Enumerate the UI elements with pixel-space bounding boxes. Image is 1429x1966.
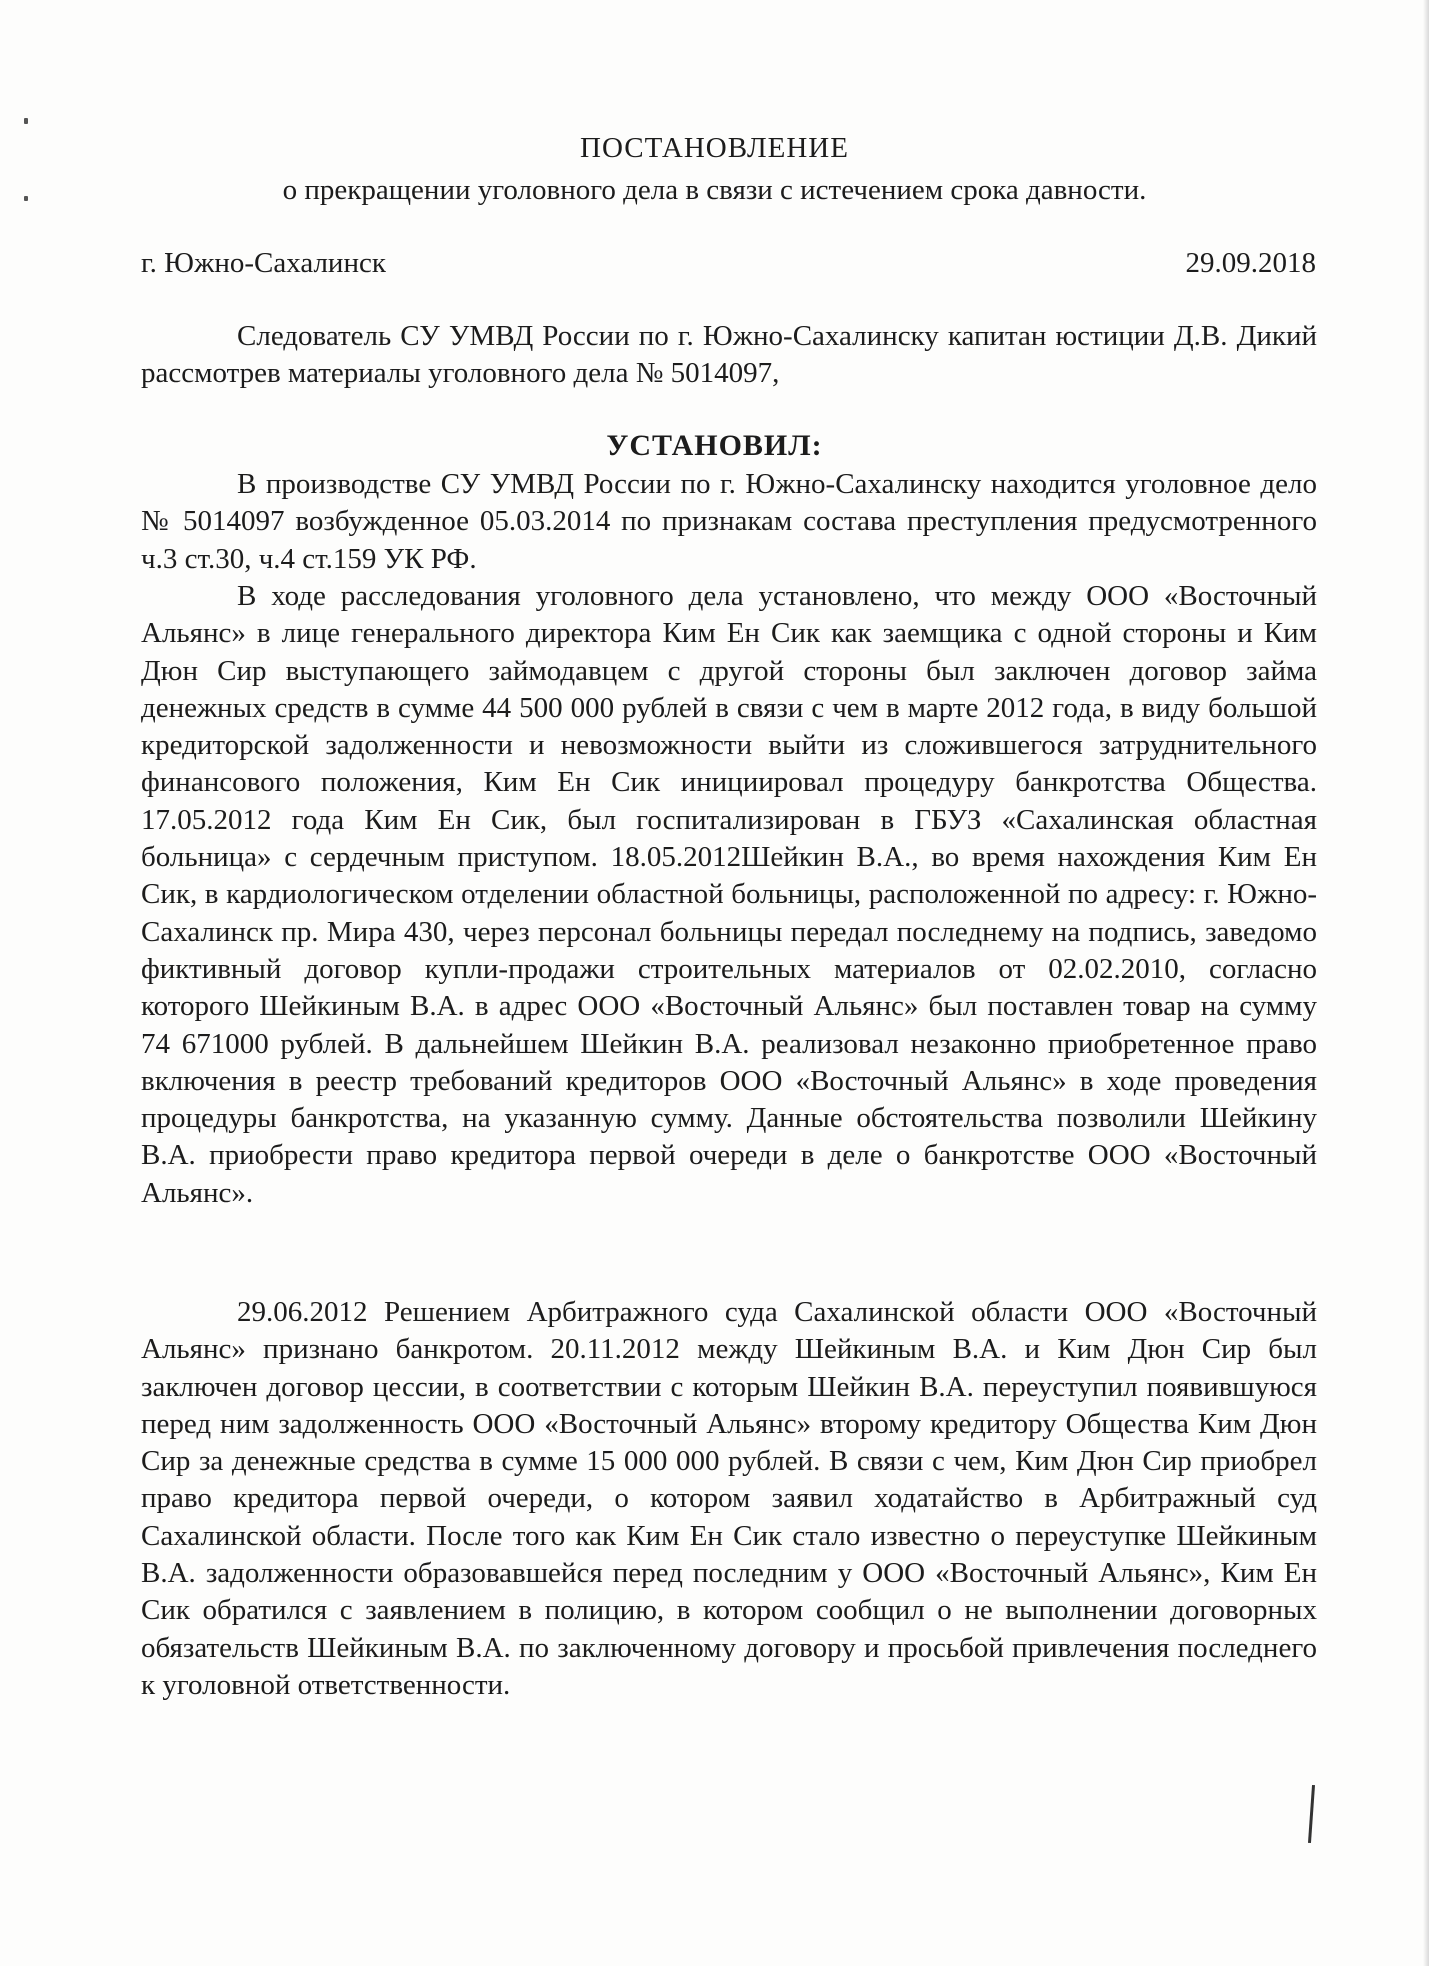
paragraph-3: 29.06.2012 Решением Арбитражного суда Сахалинской области ООО «Восточный Альянс» признано банкротом. 20.11.2012 между Шейкиным В.А. и Ким Дюн Сир был заключен договор цессии, в соответствии с которым Шейкин В.А. переуступил появившуюся перед ним задолженность ООО «Восточный Альянс» второму кредитору Общества Ким Дюн Сир за денежные средства в сумме 15 000 000 рублей. В связи с чем, Ким Дюн Сир приобрел право кредитора первой очереди, о котором заявил ходатайство в Арбитражный суд Сахалинской области. После того как Ким Ен Сик стало известно о переуступке Шейкиным В.А. задолженности образовавшейся перед последним у ООО «Восточный Альянс», Ким Ен Сик обратился с заявлением в полицию, в котором сообщил о не выполнении договорных обязательств Шейкиным В.А. по заключенному договору и просьбой привлечения последнего к уголовной ответственности.	[141, 1296, 1317, 1701]
intro-paragraph: Следователь СУ УМВД России по г. Южно-Сахалинску капитан юстиции Д.В. Дикий рассмотрев материалы уголовного дела № 5014097,	[141, 320, 1317, 390]
document-title: ПОСТАНОВЛЕНИЕ	[580, 132, 849, 164]
document-subtitle: о прекращении уголовного дела в связи с истечением срока давности.	[282, 174, 1147, 206]
paragraph-2: В ходе расследования уголовного дела установлено, что между ООО «Восточный Альянс» в лице генерального директора Ким Ен Сик как заемщика с одной стороны и Ким Дюн Сир выступающего займодавцем с другой стороны был заключен договор займа денежных средств в сумме 44 500 000 рублей в связи с чем в марте 2012 года, в виду большой кредиторской задолженности и невозможности выйти из сложившегося затруднительного финансового положения, Ким Ен Сик инициировал процедуру банкротства Общества. 17.05.2012 года Ким Ен Сик, был госпитализирован в ГБУЗ «Сахалинская областная больница» с сердечным приступом. 18.05.2012Шейкин В.А., во время нахождения Ким Ен Сик, в кардиологическом отделении областной больницы, расположенной по адресу: г. Южно-Сахалинск пр. Мира 430, через персонал больницы передал последнему на подпись, заведомо фиктивный договор купли-продажи строительных материалов от 02.02.2010, согласно которого Шейкиным В.А. в адрес ООО «Восточный Альянс» был поставлен товар на сумму 74 671000 рублей. В дальнейшем Шейкин В.А. реализовал незаконно приобретенное право включения в реестр требований кредиторов ООО «Восточный Альянс» в ходе проведения процедуры банкротства, на указанную сумму. Данные обстоятельства позволили Шейкину В.А. приобрести право кредитора первой очереди в деле о банкротстве ООО «Восточный Альянс».	[141, 580, 1317, 1209]
punch-mark-top	[24, 118, 28, 124]
document-date: 29.09.2018	[1185, 247, 1316, 279]
pen-mark	[1308, 1785, 1315, 1843]
document-place: г. Южно-Сахалинск	[141, 247, 386, 279]
paragraph-1: В производстве СУ УМВД России по г. Южно-Сахалинску находится уголовное дело № 5014097 возбужденное 05.03.2014 по признакам состава преступления предусмотренного ч.3 ст.30, ч.4 ст.159 УК РФ.	[141, 468, 1317, 575]
section-heading: УСТАНОВИЛ:	[606, 429, 823, 462]
scan-edge	[1423, 0, 1429, 1966]
